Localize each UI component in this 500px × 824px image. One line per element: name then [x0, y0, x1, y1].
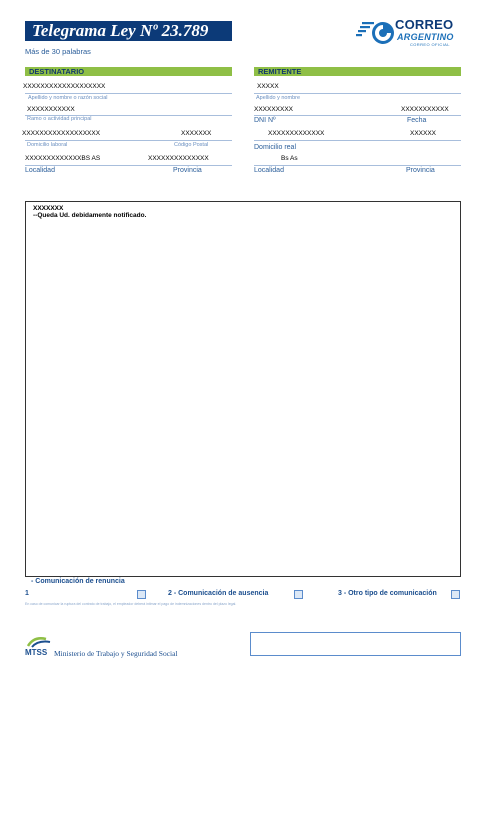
rem-dni-value[interactable]: XXXXXXXXX	[254, 106, 294, 113]
dest-locality-value[interactable]: XXXXXXXXXXXXXBS AS	[25, 155, 101, 162]
option-1-title: - Comunicación de renuncia	[31, 578, 125, 585]
dest-address-label: Domicilio laboral	[27, 142, 68, 148]
form-title: Telegrama Ley Nº 23.789	[25, 21, 232, 41]
dest-activity-label: Ramo o actividad principal	[27, 116, 92, 122]
dest-postal-label: Código Postal	[174, 142, 209, 148]
option-1-number: 1	[25, 590, 29, 597]
dest-postal-value[interactable]: XXXXXXX	[181, 130, 212, 137]
ministry-name: Ministerio de Trabajo y Seguridad Social	[54, 649, 178, 658]
option-3-checkbox[interactable]	[451, 590, 460, 599]
divider	[254, 93, 461, 94]
logo-oficial-text: CORREO OFICIAL	[410, 42, 450, 47]
dest-province-value[interactable]: XXXXXXXXXXXXXX	[148, 155, 209, 162]
dest-address-value[interactable]: XXXXXXXXXXXXXXXXXX	[22, 130, 101, 137]
rem-locality-label: Localidad	[254, 167, 284, 174]
rem-address-value[interactable]: XXXXXXXXXXXXX	[268, 130, 325, 137]
divider	[254, 115, 461, 116]
option-2-checkbox[interactable]	[294, 590, 303, 599]
message-line-1: XXXXXXX	[33, 205, 64, 212]
message-line-2: --Queda Ud. debidamente notificado.	[33, 212, 147, 219]
fine-print: En caso de comunicar la ruptura del contrato de trabajo, el empleador deberá intimar el pago de indemnizaciones dentro del plazo legal.	[25, 602, 237, 606]
divider	[25, 165, 232, 166]
mtss-acronym: MTSS	[25, 648, 48, 657]
rem-name-label: Apellido y nombre	[256, 95, 301, 101]
divider	[25, 93, 232, 94]
divider	[25, 140, 232, 141]
option-1-checkbox[interactable]	[137, 590, 146, 599]
rem-date-value[interactable]: XXXXXXXXXXX	[401, 106, 449, 113]
dest-province-label: Provincia	[173, 167, 202, 174]
dest-locality-label: Localidad	[25, 167, 55, 174]
rem-date-label: Fecha	[407, 117, 427, 124]
rem-province-label: Provincia	[406, 167, 435, 174]
rem-extra-value[interactable]: XXXXXX	[410, 130, 437, 137]
rem-name-value[interactable]: XXXXX	[257, 83, 279, 90]
destinatario-heading: DESTINATARIO	[25, 67, 232, 76]
remitente-heading: REMITENTE	[254, 67, 461, 76]
divider	[254, 140, 461, 141]
mtss-logo-icon	[26, 636, 52, 648]
rem-address-label: Domicilio real	[254, 144, 297, 151]
logo-correo-text: CORREO	[395, 17, 454, 32]
form-subtitle: Más de 30 palabras	[25, 47, 91, 56]
divider	[254, 165, 461, 166]
dest-activity-value[interactable]: XXXXXXXXXXX	[27, 106, 75, 113]
dest-name-value[interactable]: XXXXXXXXXXXXXXXXXXX	[23, 83, 106, 90]
dest-name-label: Apellido y nombre o razón social	[28, 95, 108, 101]
option-3-label: 3 - Otro tipo de comunicación	[338, 590, 437, 597]
option-2-label: 2 - Comunicación de ausencia	[168, 590, 269, 597]
rem-locality-value[interactable]: Bs As	[281, 155, 298, 162]
logo-argentino-text: ARGENTINO	[397, 32, 454, 42]
signature-box[interactable]	[250, 632, 461, 656]
rem-dni-label: DNI Nº	[254, 117, 276, 124]
correo-logo-icon	[356, 20, 396, 46]
message-box[interactable]	[25, 201, 461, 577]
